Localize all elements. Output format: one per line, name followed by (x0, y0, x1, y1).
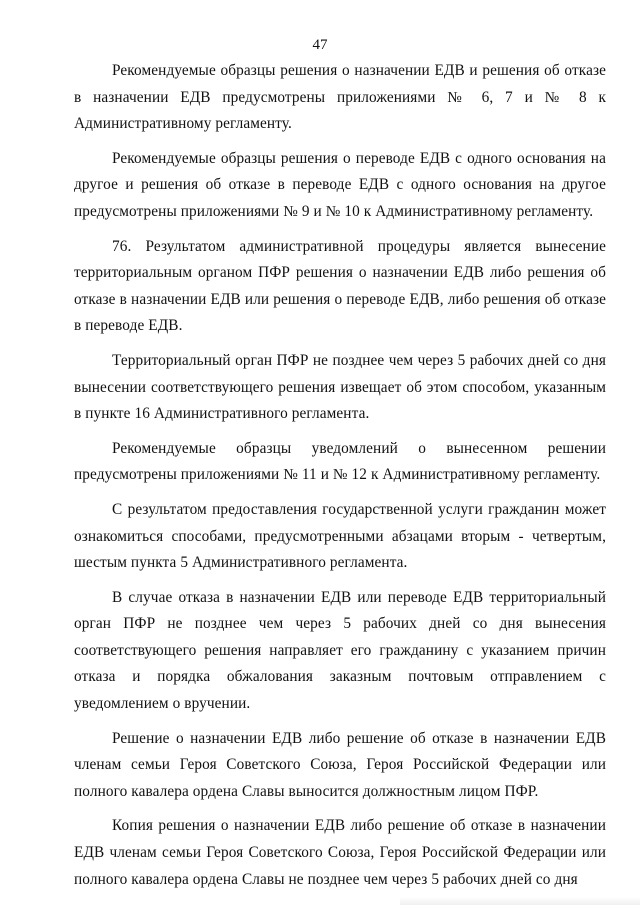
scan-shadow (400, 897, 640, 905)
paragraph-transfer-samples: Рекомендуемые образцы решения о переводе ЕДВ с одного основания на другое и решения об отказе в переводе ЕДВ с одного основания на другое предусмотрены приложениями № 9 и № 10 к Административному регламенту. (74, 149, 606, 220)
paragraph-notification-samples: Рекомендуемые образцы уведомлений о вынесенном решении предусмотрены приложениями № 11 и № 12 к Административному регламенту. (74, 439, 606, 484)
paragraph-item-76: 76. Результатом административной процедуры является вынесение территориальным органом ПФР решения о назначении ЕДВ либо решения об отказе в назначении ЕДВ или решения о переводе ЕДВ, либо решения об отказе в переводе ЕДВ. (74, 237, 606, 335)
paragraph-hero-family-decision: Решение о назначении ЕДВ либо решение об отказе в назначении ЕДВ членам семьи Героя Советского Союза, Героя Российской Федерации или полного кавалера ордена Славы выносится должностным лицом ПФР. (74, 729, 606, 800)
paragraph-result-familiarization: С результатом предоставления государственной услуги гражданин может ознакомиться способами, предусмотренными абзацами вторым - четвертым, шестым пункта 5 Административного регламента. (74, 500, 606, 572)
paragraph-notification-deadline: Территориальный орган ПФР не позднее чем через 5 рабочих дней со дня вынесении соответствующего решения извещает об этом способом, указанным в пункте 16 Административного регламента. (74, 351, 606, 423)
page-number: 47 (312, 37, 328, 53)
paragraph-decision-samples: Рекомендуемые образцы решения о назначении ЕДВ и решения об отказе в назначении ЕДВ предусмотрены приложениями № 6, 7 и № 8 к Административному регламенту. (74, 62, 606, 133)
paragraph-refusal-procedure: В случае отказа в назначении ЕДВ или переводе ЕДВ территориальный орган ПФР не позднее чем через 5 рабочих дней со дня вынесения соответствующего решения направляет его гражданину с указанием причин отказа и порядка обжалования заказным почтовым отправлением с уведомлением о вручении. (74, 588, 606, 713)
document-body (74, 58, 606, 901)
paragraph-decision-copy: Копия решения о назначении ЕДВ либо решение об отказе в назначении ЕДВ членам семьи Героя Советского Союза, Героя Российской Федерации или полного кавалера ордена Славы не позднее чем через 5 рабочих дней со дня (74, 817, 606, 888)
